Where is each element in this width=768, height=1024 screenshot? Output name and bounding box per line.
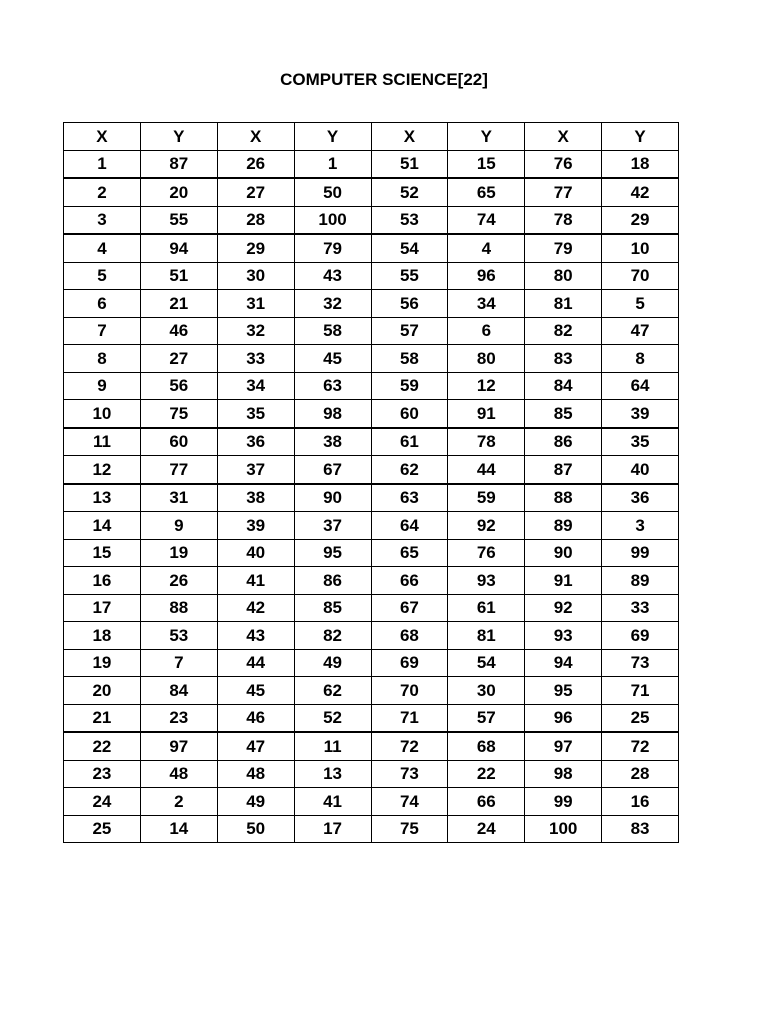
table-cell: 51 bbox=[371, 150, 448, 178]
table-cell: 68 bbox=[371, 622, 448, 650]
column-header: Y bbox=[448, 123, 525, 151]
table-row bbox=[64, 539, 679, 567]
table-cell: 10 bbox=[64, 400, 141, 428]
table-cell: 5 bbox=[602, 290, 679, 318]
table-cell: 11 bbox=[64, 428, 141, 456]
table-row bbox=[64, 317, 679, 345]
table-cell: 65 bbox=[371, 539, 448, 567]
table-cell: 50 bbox=[294, 178, 371, 206]
table-cell: 44 bbox=[217, 649, 294, 677]
table-cell: 91 bbox=[525, 567, 602, 595]
table-cell: 9 bbox=[140, 512, 217, 540]
table-cell: 41 bbox=[217, 567, 294, 595]
table-cell: 17 bbox=[294, 815, 371, 843]
table-cell: 48 bbox=[217, 760, 294, 788]
table-cell: 87 bbox=[140, 150, 217, 178]
table-cell: 72 bbox=[371, 732, 448, 760]
table-cell: 47 bbox=[602, 317, 679, 345]
table-cell: 67 bbox=[371, 594, 448, 622]
table-cell: 81 bbox=[525, 290, 602, 318]
table-cell: 34 bbox=[217, 372, 294, 400]
table-cell: 27 bbox=[140, 345, 217, 373]
table-cell: 92 bbox=[525, 594, 602, 622]
table-cell: 74 bbox=[371, 788, 448, 816]
table-cell: 19 bbox=[64, 649, 141, 677]
column-header: Y bbox=[140, 123, 217, 151]
table-cell: 52 bbox=[294, 704, 371, 732]
column-header: X bbox=[371, 123, 448, 151]
table-cell: 86 bbox=[525, 428, 602, 456]
table-cell: 57 bbox=[448, 704, 525, 732]
table-cell: 53 bbox=[371, 206, 448, 234]
table-cell: 4 bbox=[448, 234, 525, 262]
table-row bbox=[64, 206, 679, 234]
page-title: COMPUTER SCIENCE[22] bbox=[280, 70, 488, 89]
table-cell: 91 bbox=[448, 400, 525, 428]
table-cell: 20 bbox=[140, 178, 217, 206]
table-cell: 35 bbox=[602, 428, 679, 456]
table-cell: 62 bbox=[371, 456, 448, 484]
table-cell: 4 bbox=[64, 234, 141, 262]
table-cell: 79 bbox=[294, 234, 371, 262]
table-cell: 39 bbox=[602, 400, 679, 428]
table-cell: 64 bbox=[371, 512, 448, 540]
table-cell: 22 bbox=[448, 760, 525, 788]
table-cell: 38 bbox=[217, 484, 294, 512]
table-cell: 34 bbox=[448, 290, 525, 318]
table-cell: 36 bbox=[217, 428, 294, 456]
table-cell: 39 bbox=[217, 512, 294, 540]
table-cell: 12 bbox=[448, 372, 525, 400]
table-row bbox=[64, 622, 679, 650]
table-cell: 42 bbox=[602, 178, 679, 206]
table-cell: 26 bbox=[140, 567, 217, 595]
table-cell: 20 bbox=[64, 677, 141, 705]
table-cell: 14 bbox=[64, 512, 141, 540]
table-cell: 23 bbox=[140, 704, 217, 732]
table-cell: 56 bbox=[371, 290, 448, 318]
table-cell: 46 bbox=[217, 704, 294, 732]
table-cell: 25 bbox=[64, 815, 141, 843]
table-cell: 86 bbox=[294, 567, 371, 595]
table-cell: 37 bbox=[217, 456, 294, 484]
table-cell: 98 bbox=[294, 400, 371, 428]
table-cell: 68 bbox=[448, 732, 525, 760]
table-cell: 93 bbox=[525, 622, 602, 650]
table-cell: 32 bbox=[294, 290, 371, 318]
table-cell: 96 bbox=[448, 262, 525, 290]
table-row bbox=[64, 456, 679, 484]
table-cell: 92 bbox=[448, 512, 525, 540]
table-cell: 56 bbox=[140, 372, 217, 400]
table-cell: 28 bbox=[602, 760, 679, 788]
table-row bbox=[64, 815, 679, 843]
table-cell: 18 bbox=[602, 150, 679, 178]
table-cell: 21 bbox=[140, 290, 217, 318]
table-cell: 23 bbox=[64, 760, 141, 788]
table-cell: 70 bbox=[371, 677, 448, 705]
table-cell: 2 bbox=[64, 178, 141, 206]
table-cell: 70 bbox=[602, 262, 679, 290]
table-cell: 57 bbox=[371, 317, 448, 345]
table-cell: 73 bbox=[371, 760, 448, 788]
table-cell: 61 bbox=[371, 428, 448, 456]
table-cell: 64 bbox=[602, 372, 679, 400]
table-cell: 9 bbox=[64, 372, 141, 400]
table-cell: 95 bbox=[525, 677, 602, 705]
table-cell: 58 bbox=[294, 317, 371, 345]
data-table bbox=[63, 122, 679, 843]
table-row bbox=[64, 372, 679, 400]
table-cell: 2 bbox=[140, 788, 217, 816]
table-cell: 28 bbox=[217, 206, 294, 234]
table-cell: 33 bbox=[602, 594, 679, 622]
table-cell: 22 bbox=[64, 732, 141, 760]
table-cell: 69 bbox=[371, 649, 448, 677]
table-cell: 65 bbox=[448, 178, 525, 206]
table-row bbox=[64, 788, 679, 816]
table-cell: 76 bbox=[448, 539, 525, 567]
table-cell: 90 bbox=[525, 539, 602, 567]
table-cell: 41 bbox=[294, 788, 371, 816]
table-cell: 3 bbox=[602, 512, 679, 540]
table-cell: 49 bbox=[294, 649, 371, 677]
table-cell: 1 bbox=[294, 150, 371, 178]
table-row bbox=[64, 234, 679, 262]
table-cell: 45 bbox=[294, 345, 371, 373]
table-cell: 31 bbox=[217, 290, 294, 318]
table-cell: 60 bbox=[140, 428, 217, 456]
table-cell: 100 bbox=[294, 206, 371, 234]
table-cell: 85 bbox=[525, 400, 602, 428]
table-row bbox=[64, 512, 679, 540]
table-header bbox=[64, 123, 679, 151]
table-cell: 16 bbox=[602, 788, 679, 816]
table-cell: 82 bbox=[294, 622, 371, 650]
table-cell: 89 bbox=[602, 567, 679, 595]
table-cell: 5 bbox=[64, 262, 141, 290]
table-cell: 48 bbox=[140, 760, 217, 788]
table-row bbox=[64, 677, 679, 705]
table-cell: 55 bbox=[140, 206, 217, 234]
table-cell: 33 bbox=[217, 345, 294, 373]
table-row bbox=[64, 732, 679, 760]
table-cell: 15 bbox=[448, 150, 525, 178]
table-cell: 63 bbox=[371, 484, 448, 512]
table-cell: 69 bbox=[602, 622, 679, 650]
table-cell: 31 bbox=[140, 484, 217, 512]
table-cell: 89 bbox=[525, 512, 602, 540]
table-row bbox=[64, 428, 679, 456]
table-cell: 1 bbox=[64, 150, 141, 178]
table-cell: 87 bbox=[525, 456, 602, 484]
table-cell: 35 bbox=[217, 400, 294, 428]
table-cell: 40 bbox=[217, 539, 294, 567]
table-cell: 80 bbox=[525, 262, 602, 290]
table-cell: 71 bbox=[371, 704, 448, 732]
table-cell: 73 bbox=[602, 649, 679, 677]
table-cell: 62 bbox=[294, 677, 371, 705]
table-cell: 54 bbox=[371, 234, 448, 262]
table-cell: 75 bbox=[371, 815, 448, 843]
table-cell: 90 bbox=[294, 484, 371, 512]
table-cell: 18 bbox=[64, 622, 141, 650]
table-row bbox=[64, 400, 679, 428]
table-cell: 99 bbox=[525, 788, 602, 816]
table-cell: 40 bbox=[602, 456, 679, 484]
table-cell: 75 bbox=[140, 400, 217, 428]
table-cell: 17 bbox=[64, 594, 141, 622]
table-cell: 96 bbox=[525, 704, 602, 732]
table-cell: 83 bbox=[602, 815, 679, 843]
table-row bbox=[64, 649, 679, 677]
table-cell: 72 bbox=[602, 732, 679, 760]
table-cell: 77 bbox=[525, 178, 602, 206]
table-cell: 43 bbox=[294, 262, 371, 290]
header-row bbox=[64, 123, 679, 151]
table-cell: 37 bbox=[294, 512, 371, 540]
table-cell: 49 bbox=[217, 788, 294, 816]
table-cell: 24 bbox=[64, 788, 141, 816]
table-cell: 79 bbox=[525, 234, 602, 262]
table-cell: 84 bbox=[525, 372, 602, 400]
table-cell: 66 bbox=[448, 788, 525, 816]
table-cell: 15 bbox=[64, 539, 141, 567]
column-header: Y bbox=[602, 123, 679, 151]
table-cell: 83 bbox=[525, 345, 602, 373]
table-cell: 13 bbox=[294, 760, 371, 788]
table-cell: 24 bbox=[448, 815, 525, 843]
table-cell: 43 bbox=[217, 622, 294, 650]
table-cell: 32 bbox=[217, 317, 294, 345]
table-cell: 84 bbox=[140, 677, 217, 705]
table-cell: 78 bbox=[525, 206, 602, 234]
table-cell: 93 bbox=[448, 567, 525, 595]
table-cell: 53 bbox=[140, 622, 217, 650]
table-cell: 30 bbox=[217, 262, 294, 290]
table-cell: 11 bbox=[294, 732, 371, 760]
table-cell: 7 bbox=[64, 317, 141, 345]
table-cell: 47 bbox=[217, 732, 294, 760]
table-cell: 61 bbox=[448, 594, 525, 622]
table-cell: 8 bbox=[602, 345, 679, 373]
table-cell: 8 bbox=[64, 345, 141, 373]
column-header: X bbox=[525, 123, 602, 151]
table-row bbox=[64, 760, 679, 788]
table-cell: 100 bbox=[525, 815, 602, 843]
table-cell: 29 bbox=[602, 206, 679, 234]
table-cell: 99 bbox=[602, 539, 679, 567]
table-row bbox=[64, 594, 679, 622]
table-cell: 54 bbox=[448, 649, 525, 677]
table-cell: 97 bbox=[140, 732, 217, 760]
table-cell: 16 bbox=[64, 567, 141, 595]
table-body bbox=[64, 150, 679, 843]
table-cell: 80 bbox=[448, 345, 525, 373]
column-header: X bbox=[64, 123, 141, 151]
table-cell: 42 bbox=[217, 594, 294, 622]
table-cell: 29 bbox=[217, 234, 294, 262]
table-cell: 63 bbox=[294, 372, 371, 400]
table-row bbox=[64, 567, 679, 595]
table-row bbox=[64, 484, 679, 512]
table-cell: 94 bbox=[525, 649, 602, 677]
table-row bbox=[64, 290, 679, 318]
table-cell: 46 bbox=[140, 317, 217, 345]
table-cell: 12 bbox=[64, 456, 141, 484]
table-row bbox=[64, 704, 679, 732]
table-cell: 98 bbox=[525, 760, 602, 788]
table-cell: 13 bbox=[64, 484, 141, 512]
table-cell: 74 bbox=[448, 206, 525, 234]
table-cell: 95 bbox=[294, 539, 371, 567]
table-cell: 45 bbox=[217, 677, 294, 705]
table-cell: 25 bbox=[602, 704, 679, 732]
table-cell: 71 bbox=[602, 677, 679, 705]
table-cell: 38 bbox=[294, 428, 371, 456]
table-cell: 50 bbox=[217, 815, 294, 843]
table-cell: 88 bbox=[525, 484, 602, 512]
table-row bbox=[64, 262, 679, 290]
table-row bbox=[64, 345, 679, 373]
table-cell: 60 bbox=[371, 400, 448, 428]
table-cell: 81 bbox=[448, 622, 525, 650]
table-cell: 58 bbox=[371, 345, 448, 373]
table-cell: 7 bbox=[140, 649, 217, 677]
table-cell: 51 bbox=[140, 262, 217, 290]
table-cell: 21 bbox=[64, 704, 141, 732]
table-cell: 6 bbox=[64, 290, 141, 318]
column-header: X bbox=[217, 123, 294, 151]
table-cell: 3 bbox=[64, 206, 141, 234]
table-cell: 30 bbox=[448, 677, 525, 705]
table-cell: 26 bbox=[217, 150, 294, 178]
table-cell: 97 bbox=[525, 732, 602, 760]
table-cell: 76 bbox=[525, 150, 602, 178]
table-cell: 6 bbox=[448, 317, 525, 345]
table-cell: 36 bbox=[602, 484, 679, 512]
table-cell: 52 bbox=[371, 178, 448, 206]
table-cell: 85 bbox=[294, 594, 371, 622]
column-header: Y bbox=[294, 123, 371, 151]
table-cell: 94 bbox=[140, 234, 217, 262]
table-cell: 55 bbox=[371, 262, 448, 290]
table-cell: 27 bbox=[217, 178, 294, 206]
table-cell: 44 bbox=[448, 456, 525, 484]
table-cell: 88 bbox=[140, 594, 217, 622]
table-cell: 19 bbox=[140, 539, 217, 567]
table-cell: 10 bbox=[602, 234, 679, 262]
table-cell: 59 bbox=[448, 484, 525, 512]
table-cell: 59 bbox=[371, 372, 448, 400]
table-row bbox=[64, 150, 679, 178]
table-cell: 77 bbox=[140, 456, 217, 484]
table-cell: 82 bbox=[525, 317, 602, 345]
table-cell: 67 bbox=[294, 456, 371, 484]
table-cell: 14 bbox=[140, 815, 217, 843]
table-cell: 78 bbox=[448, 428, 525, 456]
table-row bbox=[64, 178, 679, 206]
table-cell: 66 bbox=[371, 567, 448, 595]
